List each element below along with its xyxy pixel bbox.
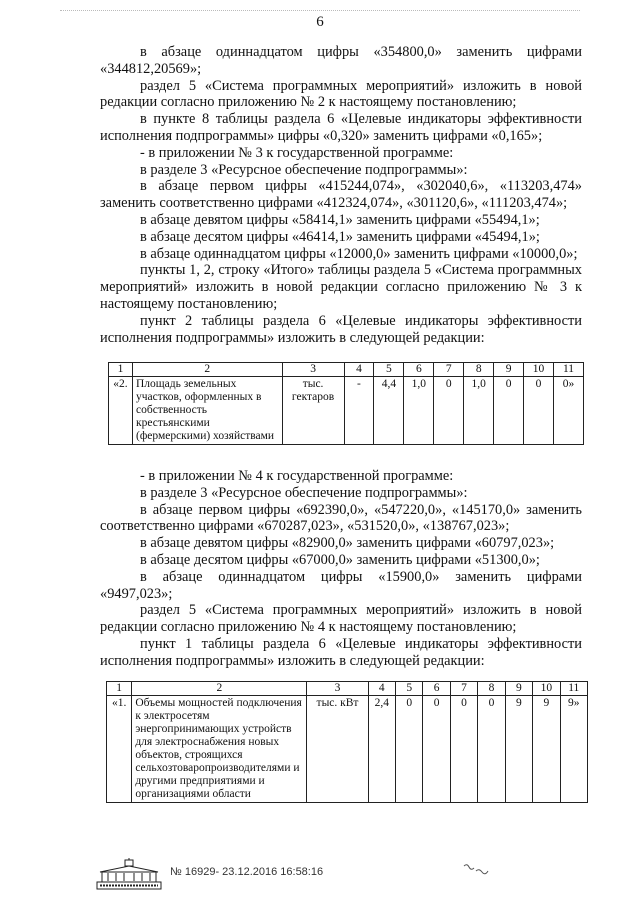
header-cell: 10	[533, 682, 560, 696]
paragraph: в абзаце первом цифры «692390,0», «547220,0», «145170,0» заменить соответственно цифрами «670287,023», «531520,0», «138767,023»;	[100, 501, 582, 535]
paragraph: в абзаце девятом цифры «58414,1» заменить цифрами «55494,1»;	[140, 211, 540, 228]
header-cell: 3	[307, 682, 368, 696]
header-cell: 5	[396, 682, 423, 696]
cell: 0	[396, 696, 423, 803]
cell: «2.	[109, 377, 133, 445]
text-block-1	[100, 44, 582, 346]
header-cell: 8	[478, 682, 505, 696]
paragraph: в абзаце десятом цифры «46414,1» заменить цифрами «45494,1»;	[140, 228, 540, 245]
scribble-mark-icon	[462, 862, 490, 876]
table-row	[109, 377, 584, 445]
header-cell: 11	[554, 363, 584, 377]
paragraph: в пункте 8 таблицы раздела 6 «Целевые индикаторы эффективности исполнения подпрограммы» цифры «0,320» заменить цифрами «0,165»;	[100, 111, 582, 144]
cell: 0»	[554, 377, 584, 445]
header-cell: 2	[132, 363, 282, 377]
header-cell: 5	[374, 363, 404, 377]
table-header-row	[107, 682, 588, 696]
header-cell: 1	[107, 682, 132, 696]
cell: 0	[524, 377, 554, 445]
cell: 0	[423, 696, 450, 803]
header-cell: 7	[434, 363, 464, 377]
cell: 1,0	[464, 377, 494, 445]
paragraph: раздел 5 «Система программных мероприятий» изложить в новой редакции согласно приложению № 2 к настоящему постановлению;	[100, 77, 582, 111]
government-building-stamp-icon	[96, 858, 162, 890]
page-number: 6	[316, 14, 324, 30]
paragraph: в абзаце первом цифры «415244,074», «302040,6», «113203,474» заменить соответственно цифрами «412324,074», «301120,6», «111203,474»;	[100, 178, 582, 212]
cell: 9	[533, 696, 560, 803]
table-row	[107, 696, 588, 803]
cell: Площадь земельных участков, оформленных в собственность крестьянскими (фермерскими) хозяйствами	[132, 377, 282, 445]
cell: тыс. кВт	[307, 696, 368, 803]
text-block-2	[100, 468, 582, 670]
header-cell: 9	[505, 682, 532, 696]
cell: 0	[494, 377, 524, 445]
cell: 1,0	[404, 377, 434, 445]
header-cell: 11	[560, 682, 587, 696]
paragraph: в абзаце одиннадцатом цифры «15900,0» заменить цифрами «9497,023»;	[100, 568, 582, 602]
paragraph: в разделе 3 «Ресурсное обеспечение подпрограммы»:	[140, 484, 468, 501]
paragraph: в абзаце девятом цифры «82900,0» заменить цифрами «60797,023»;	[140, 535, 555, 552]
paragraph: в разделе 3 «Ресурсное обеспечение подпрограммы»:	[140, 161, 468, 178]
paragraph: в абзаце десятом цифры «67000,0» заменить цифрами «51300,0»;	[140, 551, 540, 568]
cell: 0	[434, 377, 464, 445]
cell: тыс. гектаров	[282, 377, 344, 445]
cell: 2,4	[368, 696, 395, 803]
paragraph: пункт 2 таблицы раздела 6 «Целевые индикаторы эффективности исполнения подпрограммы» изложить в следующей редакции:	[100, 312, 582, 346]
cell: 0	[478, 696, 505, 803]
header-cell: 9	[494, 363, 524, 377]
paragraph: раздел 5 «Система программных мероприятий» изложить в новой редакции согласно приложению № 4 к настоящему постановлению;	[100, 602, 582, 636]
paragraph: - в приложении № 4 к государственной программе:	[140, 468, 454, 484]
paragraph: - в приложении № 3 к государственной программе:	[140, 144, 454, 161]
cell: 4,4	[374, 377, 404, 445]
registry-number: № 16929- 23.12.2016 16:58:16	[170, 866, 324, 878]
header-cell: 1	[109, 363, 133, 377]
cell: -	[344, 377, 374, 445]
table-header-row	[109, 363, 584, 377]
header-cell: 10	[524, 363, 554, 377]
paragraph: в абзаце одиннадцатом цифры «12000,0» заменить цифрами «10000,0»;	[140, 245, 578, 262]
header-cell: 6	[423, 682, 450, 696]
header-cell: 8	[464, 363, 494, 377]
header-cell: 2	[132, 682, 307, 696]
header-cell: 7	[450, 682, 477, 696]
cell: 9»	[560, 696, 587, 803]
paragraph: пункты 1, 2, строку «Итого» таблицы раздела 5 «Система программных мероприятий» изложить в новой редакции согласно приложению № 3 к настоящему постановлению;	[100, 262, 582, 312]
top-border-dots	[60, 10, 580, 11]
cell: «1.	[107, 696, 132, 803]
header-cell: 6	[404, 363, 434, 377]
indicator-table-2	[106, 681, 588, 803]
indicator-table-1	[108, 362, 584, 445]
header-cell: 3	[282, 363, 344, 377]
header-cell: 4	[344, 363, 374, 377]
cell: Объемы мощностей подключения к электросетям энергопринимающих устройств для электроснабжения новых объектов, строящихся сельхозтоваропроизводителями и другими предприятиями и организациями области	[132, 696, 307, 803]
header-cell: 4	[368, 682, 395, 696]
cell: 0	[450, 696, 477, 803]
paragraph: в абзаце одиннадцатом цифры «354800,0» заменить цифрами «344812,20569»;	[100, 44, 582, 77]
cell: 9	[505, 696, 532, 803]
paragraph: пункт 1 таблицы раздела 6 «Целевые индикаторы эффективности исполнения подпрограммы» изложить в следующей редакции:	[100, 635, 582, 669]
